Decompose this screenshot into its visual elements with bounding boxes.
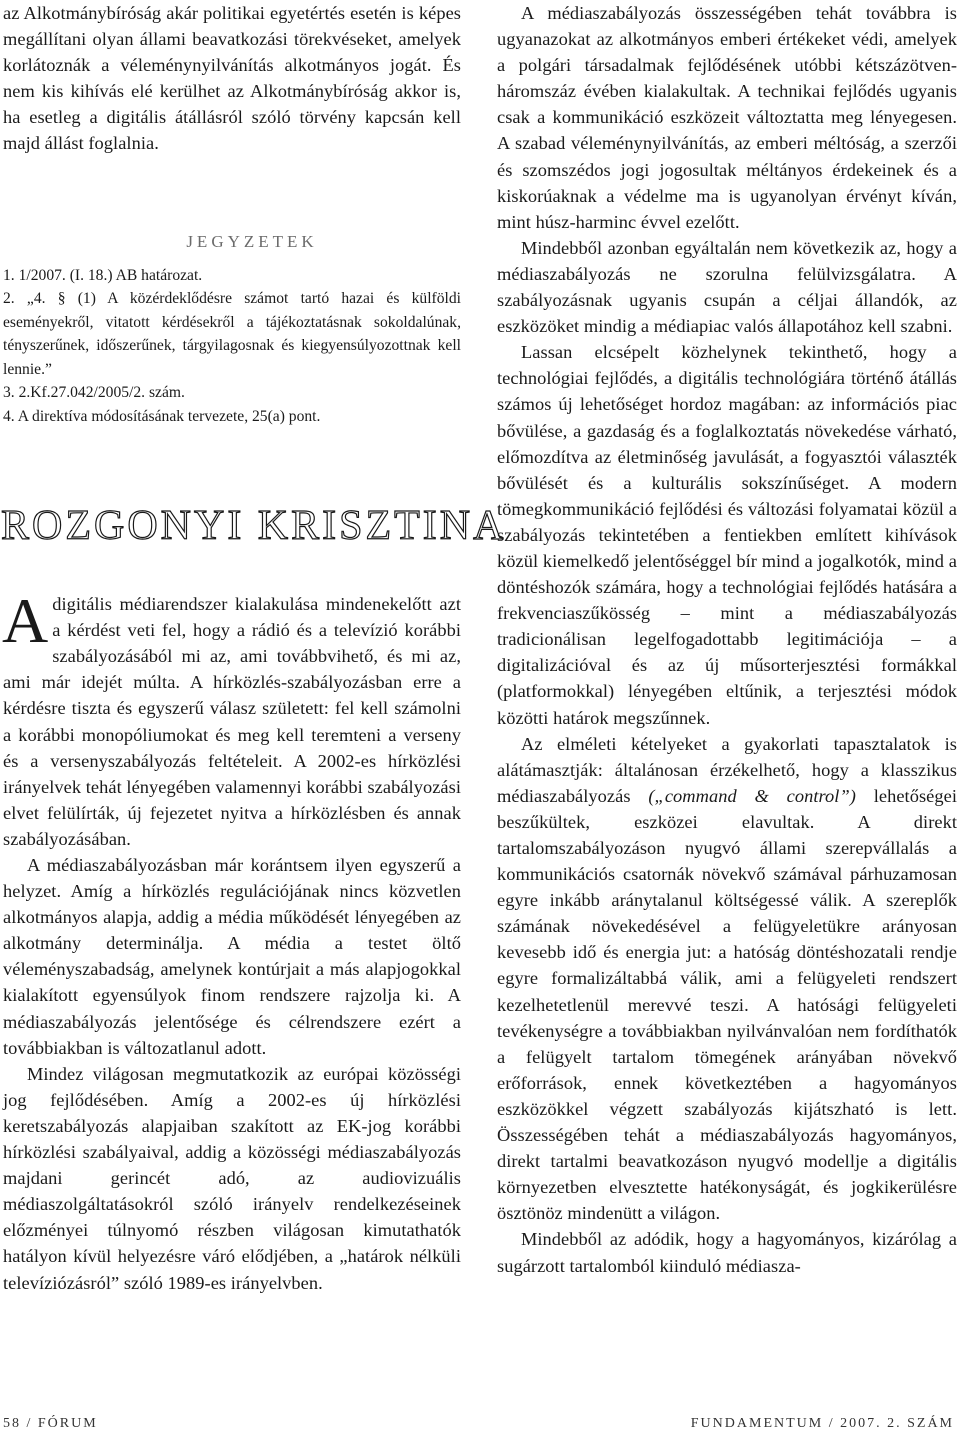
note-item: 3. 2.Kf.27.042/2005/2. szám.: [3, 384, 185, 402]
author-name: ROZGONYI KRISZTINA: [1, 503, 507, 550]
footer-journal-label: FUNDAMENTUM / 2007. 2. SZÁM: [690, 1416, 954, 1431]
article-start: [2, 585, 461, 852]
closing-paragraph: Mindebből az adódik, hogy a hagyományos, kizárólag a sugárzott tartalomból kiinduló médiasza-: [497, 1229, 957, 1276]
body-paragraph: A médiaszabályozás összességében tehát továbbra is ugyanazokat az alkotmányos emberi értékeket védi, amelyek a polgári társadalmak fejlődésének utóbbi kétszázötven-háromszáz évében kialakultak. A technikai fejlődés ugyanis csak a kommunikáció eszközeit változtatta meg lényegesen. A szabad véleménynyilvánítás, az emberi méltóság, a szerzői és szomszédos jogi jogosultak méltányos érdekeinek és a kiskorúaknak a védelme ma is ugyanolyan érvényt kíván, mint húsz-harminc évvel ezelőtt.: [497, 3, 957, 232]
body-paragraph: Mindebből azonban egyáltalán nem következik az, hogy a médiaszabályozás ne szorulna felülvizsgálatra. A szabályozásnak ugyanis csupán a céljai állandók, az eszközöket mindig a médiapiac valós állapotához kell szabni.: [497, 237, 957, 337]
right-column: [497, 0, 957, 1279]
note-item: 2. „4. § (1) A közérdeklődésre számot tartó hazai és külföldi eseményekről, vitatott kérdésekről a tájékoztatásnak sokoldalúnak, tényszerűnek, időszerűnek, tárgyilagosnak és kiegyensúlyozottnak kell lennie.”: [3, 290, 461, 378]
note-item: 4. A direktíva módosításának tervezete, 25(a) pont.: [3, 407, 321, 425]
italic-term: („command & control”): [648, 785, 856, 806]
text-run: Az elméleti kételyeket a gyakorlati tapasztalatok is alátámasztják: általánosan érzékelhető, hogy a klasszikus médiaszabályozás: [497, 733, 957, 806]
drop-cap: A: [2, 585, 49, 657]
notes-heading: JEGYZETEK: [186, 231, 318, 251]
left-column: [1, 0, 507, 1296]
body-paragraph-expectations: [497, 731, 957, 1227]
footer-page-label: 58 / FÓRUM: [3, 1416, 98, 1431]
body-paragraph: A médiaszabályozásban már korántsem ilyen egyszerű a helyzet. Amíg a hírközlés regulációjának nincs közvetlen alkotmányos alapja, addig a média működését lényegében az alkotmány determinálja. A média a testet öltő véleményszabadság, amelynek kontúrjait a más alapjogokkal kialakított egyensúlyok finom rendszere rajzolja ki. A médiaszabályozás jelentősége és célrendszere ezért a továbbiakban is változatlanul adott.: [3, 855, 461, 1058]
body-paragraph: Mindez világosan megmutatkozik az európai közösségi jog fejlődésében. Amíg a 2002-es új hírközlési keretszabályozás alapjaiban szakított az EK-jog korábbi hírközlési szabályaival, addig a közösségi médiaszabályozás majdani gerincét adó, az audiovizuális médiaszolgáltatásokról szóló irányelv rendelkezéseinek előzményei túlnyomó részben világosan kimutathatók hatályon kívül helyezésre váró elődjében, a „határok nélküli televíziózásról” szóló 1989-es irányelvben.: [3, 1063, 461, 1293]
body-paragraph: Lassan elcsépelt közhelynek tekinthető, hogy a technológiai fejlődés, a digitális technológiára történő átállás számos új lehetőséget hordoz magában: az információs piac bővülése, a gazdaság és a foglalkoztatás növekedése várható, előmozdítva az életminőség javulását, a fogyasztói választék bővülését és a kulturális sokszínűséget. A modern tömegkommunikáció fejlődési és változási folyamatai közül a szabályozás tekintetében a fentiekben említett kihívások közül kiemelkedő jelentőséggel bír mind a jogalkotók, mind a döntéshozók számára, hogy a technológiai fejlődés hatására a frekvenciaszűkösség – mint a médiaszabályozás tradicionálisan legelfogadottabb legitimációja – a digitalizációval és az új műsorterjesztési formákkal (platformokkal) lényegében eltűnik, a terjesztési módok közötti határok megszűnnek.: [497, 342, 957, 728]
article-first-paragraph: digitális médiarendszer kialakulása mindenekelőtt azt a kérdést veti fel, hogy a rádió és a televízió korábbi szabályozásából mi az, ami továbbvihető, és mi az, ami már idejét múlta. A hírközlés-szabályozásban erre a kérdésre tiszta és egyszerű válasz született: fel kell számolni a korábbi monopóliumokat és meg kell teremteni a verseny és a versenyszabályozás feltételeit. A 2002-es hírközlési irányelvek tehát lényegében valamennyi korábbi szabályozási elvet felülírták, új fejezetet nyitva a hírközlésben és annak szabályozásában.: [3, 594, 461, 849]
intro-paragraph: az Alkotmánybíróság akár politikai egyetértés esetén is képes megállítani olyan állami beavatkozási törekvéseket, amelyek korlátoznák a véleménynyilvánítás alkotmányos jogát. És nem kis kihívás elé kerülhet az Alkotmánybíróság akkor is, ha esetleg a digitális átállásról szóló törvény kapcsán kell majd állást foglalnia.: [3, 3, 461, 154]
notes-list: [3, 264, 461, 429]
note-item: 1. 1/2007. (I. 18.) AB határozat.: [3, 266, 203, 284]
text-run: lehetőségei beszűkültek, eszközei elavultak. A direkt tartalomszabályozáson nyugvó állami szerepvállalás a kommunikációs csatornák növekvő számával párhuzamosan egyre inkább aránytalanul költségessé válik. A szereplők számának növekedésével a felügyeletükre arányosan kevesebb idő és energia jut: a hatóság döntéshozatali rendje egyre formalizáltabbá válik, ami a felügyeleti rendszert kezelhetetlenül merevvé teszi. A hatósági felügyeleti tevékenységre a továbbiakban nyilvánvalóan nem fordíthatók a felügyelt tartalom tömegének arányában növekvő erőforrások, ennek következtében a hagyományos eszközökkel végzett szabályozás kijátszható is lett. Összességében tehát a médiaszabályozás hagyományos, direkt tartalmi beavatkozáson nyugvó modellje a digitális környezetben elvesztette hatékonyságát, és jogkikerülésre ösztönöz mindenütt a világon.: [497, 785, 957, 1224]
